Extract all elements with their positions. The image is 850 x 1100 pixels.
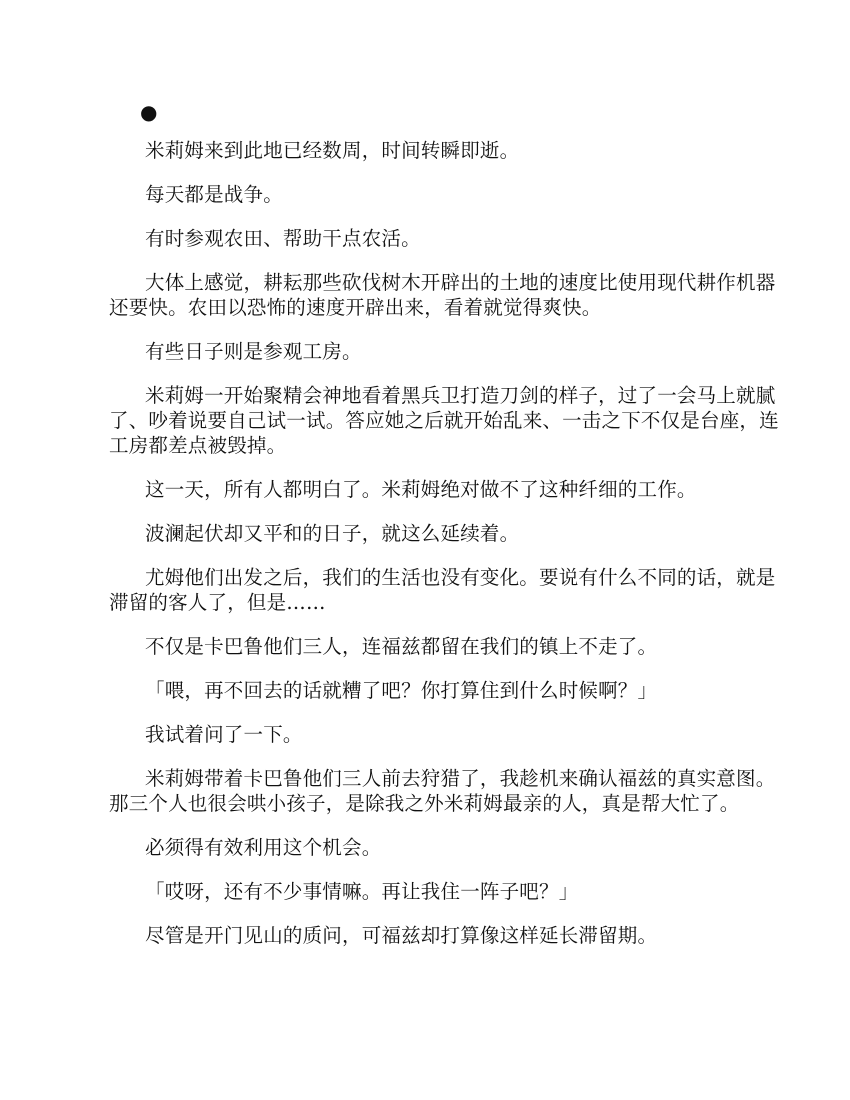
paragraph: 不仅是卡巴鲁他们三人，连福兹都留在我们的镇上不走了。 [145, 635, 658, 658]
paragraph: 有时参观农田、帮助干点农活。 [145, 227, 421, 250]
paragraph: 大体上感觉，耕耘那些砍伐树木开辟出的土地的速度比使用现代耕作机器还要快。农田以恐怖的速度开辟出来，看着就觉得爽快。 [109, 271, 776, 319]
dialogue-paragraph: 「喂，再不回去的话就糟了吧？你打算住到什么时候啊？」 [145, 679, 658, 702]
paragraph: 波澜起伏却又平和的日子，就这么延续着。 [145, 522, 520, 545]
paragraph: 尤姆他们出发之后，我们的生活也没有变化。要说有什么不同的话，就是滞留的客人了，但是…… [109, 566, 776, 614]
paragraph: 这一天，所有人都明白了。米莉姆绝对做不了这种纤细的工作。 [145, 478, 697, 501]
dialogue-paragraph: 「哎呀，还有不少事情嘛。再让我住一阵子吧？」 [145, 880, 579, 903]
paragraph: 米莉姆一开始聚精会神地看着黑兵卫打造刀剑的样子，过了一会马上就腻了、吵着说要自己试一试。答应她之后就开始乱来、一击之下不仅是台座，连工房都差点被毁掉。 [109, 384, 779, 457]
paragraph: 米莉姆带着卡巴鲁他们三人前去狩猎了，我趁机来确认福兹的真实意图。那三个人也很会哄小孩子，是除我之外米莉姆最亲的人，真是帮大忙了。 [109, 767, 776, 815]
paragraph: 每天都是战争。 [145, 183, 283, 206]
paragraph: 尽管是开门见山的质问，可福兹却打算像这样延长滞留期。 [145, 924, 658, 947]
paragraph: 必须得有效利用这个机会。 [145, 836, 382, 859]
paragraph: 有些日子则是参观工房。 [145, 340, 362, 363]
paragraph: 我试着问了一下。 [145, 723, 303, 746]
bullet-marker: ● [140, 100, 158, 124]
paragraph: 米莉姆来到此地已经数周，时间转瞬即逝。 [145, 139, 520, 162]
